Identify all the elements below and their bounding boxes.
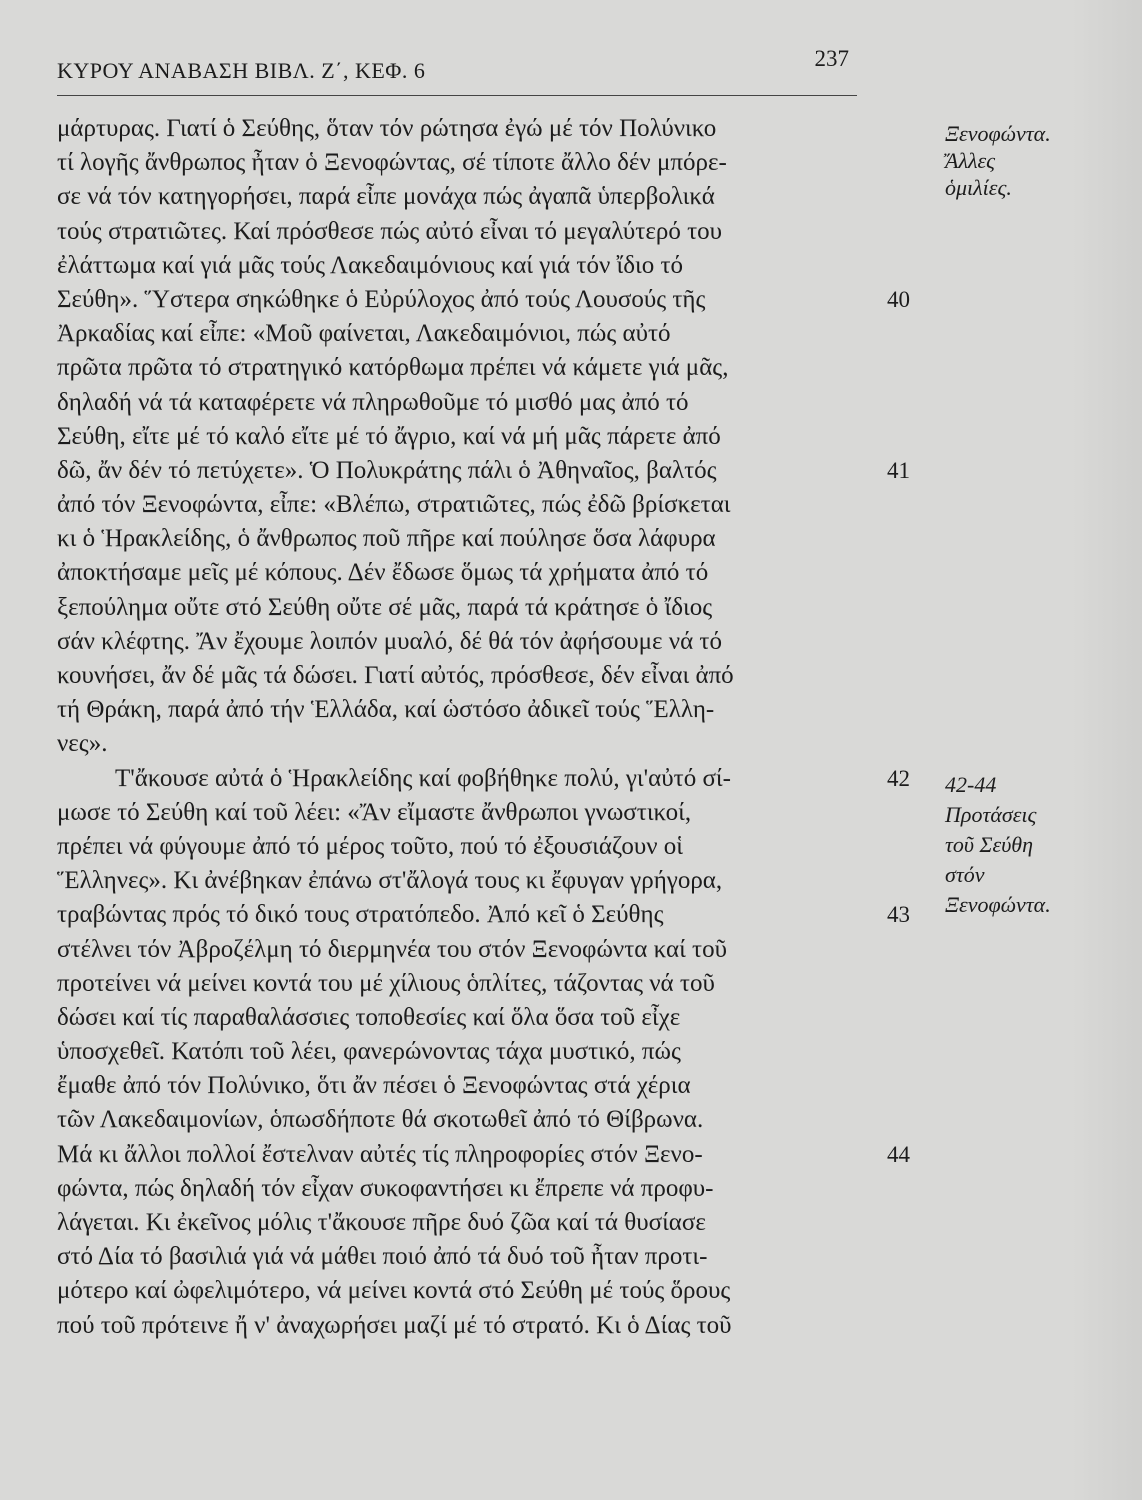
text-line-content: ἀποκτήσαμε μεῖς μέ κόπους. Δέν ἔδωσε ὅμως τά χρήματα ἀπό τό — [57, 559, 709, 587]
text-line — [57, 386, 962, 420]
text-line-content: τούς στρατιῶτες. Καί πρόσθεσε πώς αὐτό εἶναι τό μεγαλύτερό του — [57, 217, 723, 245]
sidenote-line: Προτάσεις — [945, 802, 1037, 827]
text-line-content: κι ὁ Ἡρακλείδης, ὁ ἄνθρωπος ποῦ πῆρε καί πούλησε ὅσα λάφυρα — [57, 525, 716, 553]
text-line — [57, 317, 962, 351]
running-title: ΚΥΡΟΥ ΑΝΑΒΑΣΗ ΒΙΒΛ. Ζ΄, ΚΕΦ. 6 — [57, 58, 426, 83]
text-line-content: ἐλάττωμα καί γιά μᾶς τούς Λακεδαιμόνιους καί γιά τόν ἴδιο τό — [57, 251, 684, 279]
text-line — [57, 796, 962, 830]
sidenote-other-speeches — [945, 120, 1051, 201]
text-line-content: Σεύθη, εἴτε μέ τό καλό εἴτε μέ τό ἄγριο, καί νά μή μᾶς πάρετε ἀπό — [57, 422, 721, 450]
text-line-content: μάρτυρας. Γιατί ὁ Σεύθης, ὅταν τόν ρώτησα ἐγώ μέ τόν Πολύνικο — [57, 115, 717, 142]
main-text — [57, 112, 962, 1343]
text-line-content: Μά κι ἄλλοι πολλοί ἔστελναν αὐτές τίς πληροφορίες στόν Ξενο- — [57, 1140, 703, 1168]
text-line-content: νες». — [57, 730, 108, 758]
sidenote-line: Ξενοφώντα. — [945, 121, 1051, 146]
text-line — [57, 112, 962, 146]
text-line — [57, 1206, 962, 1240]
text-line — [57, 180, 962, 214]
text-line-content: μωσε τό Σεύθη καί τοῦ λέει: «Ἄν εἴμαστε ἄνθρωποι γνωστικοί, — [57, 798, 692, 826]
sidenote-line: Ἄλλες — [945, 148, 996, 173]
text-line — [57, 556, 962, 590]
text-line — [57, 591, 962, 625]
text-line-content: λάγεται. Κι ἐκεῖνος μόλις τ'ἄκουσε πῆρε δυό ζῶα καί τά θυσίασε — [57, 1209, 706, 1236]
text-line-content: πρέπει νά φύγουμε ἀπό τό μέρος τοῦτο, πού τό ἐξουσιάζουν οἱ — [57, 832, 684, 860]
text-line — [57, 1309, 962, 1343]
text-line-content: τί λογῆς ἄνθρωπος ἦταν ὁ Ξενοφώντας, σέ τίποτε ἄλλο δέν μπόρε- — [57, 149, 727, 177]
text-line — [57, 488, 962, 522]
text-line-content: στέλνει τόν Ἀβροζέλμη τό διερμηνέα του στόν Ξενοφώντα καί τοῦ — [57, 935, 727, 963]
sidenote-line: 42-44 — [945, 772, 997, 797]
sidenote-line: ὁμιλίες. — [945, 175, 1012, 200]
text-line-content: πού τοῦ πρότεινε ἤ ν' ἀναχωρήσει μαζί μέ τό στρατό. Κι ὁ Δίας τοῦ — [57, 1311, 732, 1339]
text-line — [57, 693, 962, 727]
text-line-content: πρῶτα πρῶτα τό στρατηγικό κατόρθωμα πρέπει νά κάμετε γιά μᾶς, — [57, 354, 729, 382]
text-line — [57, 1103, 962, 1137]
text-line-content: μότερο καί ὠφελιμότερο, νά μείνει κοντά στό Σεύθη μέ τούς ὅρους — [57, 1277, 731, 1305]
text-line-content: ὑποσχεθεῖ. Κατόπι τοῦ λέει, φανερώνοντας τάχα μυστικό, πώς — [57, 1038, 681, 1066]
text-line — [57, 1001, 962, 1035]
text-line — [57, 420, 962, 454]
text-line — [57, 351, 962, 385]
text-line — [57, 864, 962, 898]
text-line-content: ἔμαθε ἀπό τόν Πολύνικο, ὅτι ἄν πέσει ὁ Ξενοφώντας στά χέρια — [57, 1072, 691, 1100]
running-header — [57, 46, 857, 98]
facing-page-bleed — [1072, 0, 1142, 1500]
text-line-content: σάν κλέφτης. Ἄν ἔχουμε λοιπόν μυαλό, δέ θά τόν ἀφήσουμε νά τό — [57, 627, 722, 655]
text-line-content: προτείνει νά μείνει κοντά του μέ χίλιους ὁπλίτες, τάζοντας νά τοῦ — [57, 969, 715, 997]
text-line-content: ἀπό τόν Ξενοφώντα, εἶπε: «Βλέπω, στρατιῶτες, πώς ἐδῶ βρίσκεται — [57, 491, 731, 519]
page-number: 237 — [814, 46, 849, 71]
text-line — [57, 249, 962, 283]
text-line-content: Σεύθη». Ὕστερα σηκώθηκε ὁ Εὐρύλοχος ἀπό τούς Λουσούς τῆς — [57, 285, 706, 313]
text-line-content: Ἕλληνες». Κι ἀνέβηκαν ἐπάνω στ'ἄλογά τους κι ἔφυγαν γρήγορα, — [57, 867, 723, 895]
text-line — [57, 659, 962, 693]
section-number: 43 — [887, 902, 910, 928]
section-number: 42 — [887, 765, 910, 791]
text-line-content: Ἀρκαδίας καί εἶπε: «Μοῦ φαίνεται, Λακεδαιμόνιοι, πώς αὐτό — [57, 320, 671, 348]
text-line-content: δῶ, ἄν δέν τό πετύχετε». Ὁ Πολυκράτης πάλι ὁ Ἀθηναῖος, βαλτός — [57, 456, 717, 484]
sidenote-line: τοῦ Σεύθη — [945, 832, 1034, 857]
text-line — [57, 967, 962, 1001]
section-number: 40 — [887, 286, 910, 312]
text-line — [57, 1069, 962, 1103]
sidenote-line: στόν — [945, 862, 985, 887]
sidenote-line: Ξενοφώντα. — [945, 892, 1051, 917]
sidenote-seuthes-proposals — [945, 770, 1051, 920]
text-line — [57, 1035, 962, 1069]
text-line — [57, 727, 962, 761]
text-line-content: ξεπούλημα οὔτε στό Σεύθη οὔτε σέ μᾶς, παρά τά κράτησε ὁ ἴδιος — [57, 593, 713, 621]
text-line-content: τή Θράκη, παρά ἀπό τήν Ἑλλάδα, καί ὡστόσο ἀδικεῖ τούς Ἕλλη- — [57, 696, 715, 724]
text-line-content: στό Δία τό βασιλιά γιά νά μάθει ποιό ἀπό τά δυό τοῦ ἦταν προτι- — [57, 1243, 708, 1271]
text-line — [57, 933, 962, 967]
text-line-content: δηλαδή νά τά καταφέρετε νά πληρωθοῦμε τό μισθό μας ἀπό τό — [57, 388, 689, 416]
text-line — [57, 625, 962, 659]
section-number: 44 — [887, 1141, 910, 1167]
text-line — [57, 830, 962, 864]
text-line — [57, 215, 962, 249]
text-line — [57, 1138, 962, 1172]
text-line-content: σε νά τόν κατηγορήσει, παρά εἶπε μονάχα πώς ἀγαπᾶ ὑπερβολικά — [57, 183, 715, 211]
text-line — [57, 1172, 962, 1206]
text-line — [57, 762, 962, 796]
section-number: 41 — [887, 457, 910, 483]
header-rule — [57, 95, 857, 96]
text-line-content: φώντα, πώς δηλαδή τόν εἶχαν συκοφαντήσει κι ἔπρεπε νά προφυ- — [57, 1174, 714, 1202]
text-line — [57, 522, 962, 556]
text-line — [57, 1274, 962, 1308]
text-line — [57, 283, 962, 317]
text-line-content: τραβώντας πρός τό δικό τους στρατόπεδο. Ἀπό κεῖ ὁ Σεύθης — [57, 901, 664, 929]
text-line-content: δώσει καί τίς παραθαλάσσιες τοποθεσίες καί ὅλα ὅσα τοῦ εἶχε — [57, 1003, 681, 1031]
text-line — [57, 1240, 962, 1274]
text-line — [57, 898, 962, 932]
text-line — [57, 146, 962, 180]
text-line-content: κουνήσει, ἄν δέ μᾶς τά δώσει. Γιατί αὐτός, πρόσθεσε, δέν εἶναι ἀπό — [57, 662, 734, 689]
text-line — [57, 454, 962, 488]
text-line-content: Τ'ἄκουσε αὐτά ὁ Ἡρακλείδης καί φοβήθηκε πολύ, γι'αὐτό σί- — [115, 764, 731, 792]
text-line-content: τῶν Λακεδαιμονίων, ὁπωσδήποτε θά σκοτωθεῖ ἀπό τό Θίβρωνα. — [57, 1106, 704, 1134]
